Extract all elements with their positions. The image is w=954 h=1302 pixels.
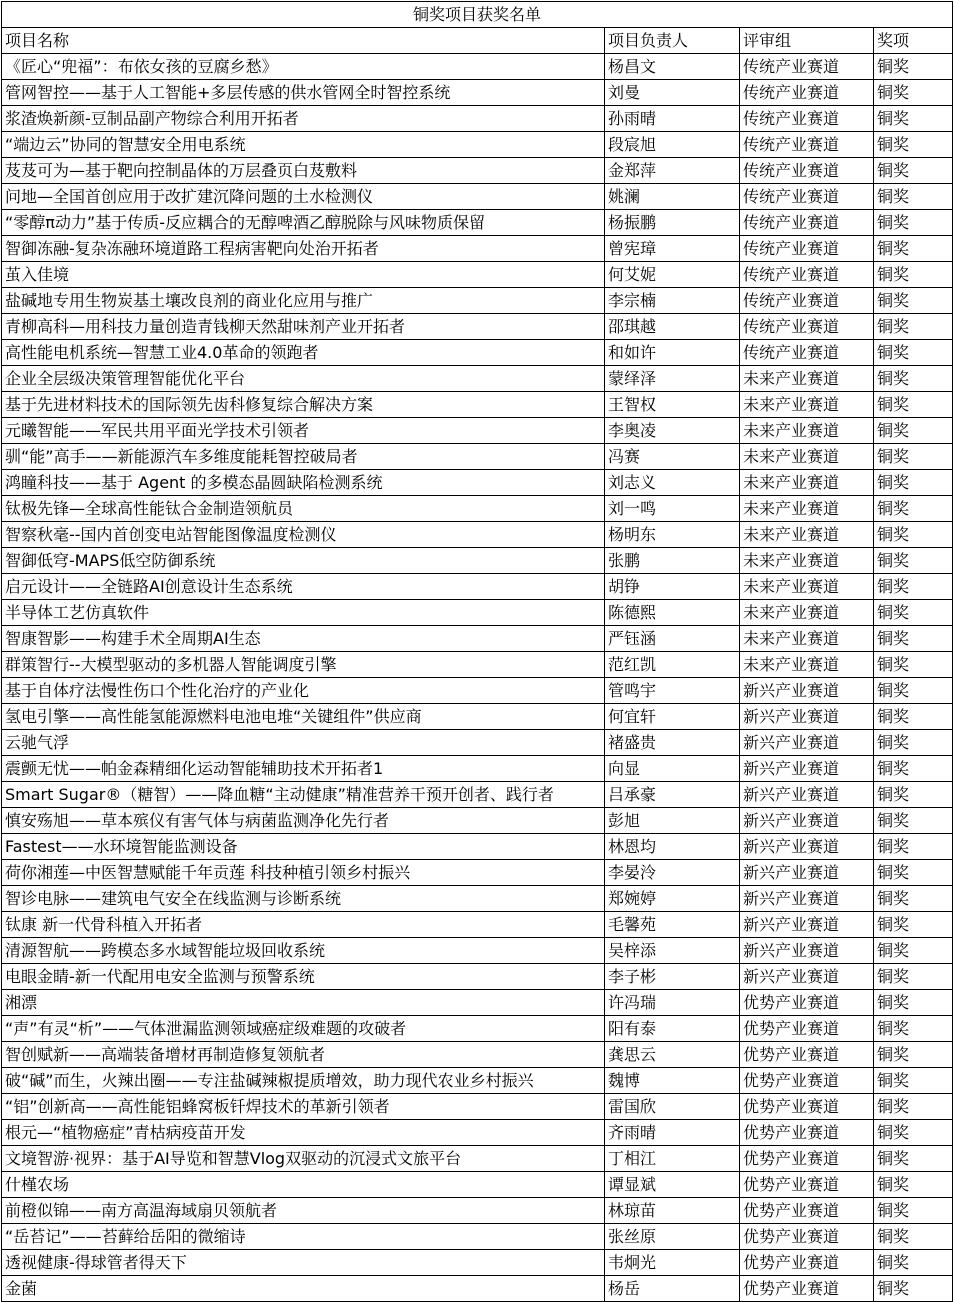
award-cell: 铜奖: [874, 444, 953, 470]
project-name-cell: 钛康 新一代骨科植入开拓者: [2, 912, 605, 938]
review-group-cell: 优势产业赛道: [740, 1146, 874, 1172]
table-row: [2, 1146, 953, 1172]
award-cell: 铜奖: [874, 210, 953, 236]
review-group-cell: 未来产业赛道: [740, 548, 874, 574]
project-name-cell: “零醇π动力”基于传质-反应耦合的无醇啤酒乙醇脱除与风味物质保留: [2, 210, 605, 236]
award-cell: 铜奖: [874, 158, 953, 184]
review-group-cell: 传统产业赛道: [740, 54, 874, 80]
award-cell: 铜奖: [874, 990, 953, 1016]
table-row: [2, 678, 953, 704]
table-row: [2, 54, 953, 80]
table-row: [2, 444, 953, 470]
review-group-cell: 优势产业赛道: [740, 990, 874, 1016]
review-group-cell: 传统产业赛道: [740, 262, 874, 288]
project-name-cell: 文境智游·视界：基于AI导览和智慧Vlog双驱动的沉浸式文旅平台: [2, 1146, 605, 1172]
leader-cell: 向显: [605, 756, 740, 782]
award-cell: 铜奖: [874, 80, 953, 106]
award-cell: 铜奖: [874, 1198, 953, 1224]
award-cell: 铜奖: [874, 808, 953, 834]
table-row: [2, 756, 953, 782]
header-row: [2, 28, 953, 54]
table-row: [2, 990, 953, 1016]
table-row: [2, 1094, 953, 1120]
project-name-cell: 前橙似锦——南方高温海域扇贝领航者: [2, 1198, 605, 1224]
leader-cell: 林恩均: [605, 834, 740, 860]
leader-cell: 杨振鹏: [605, 210, 740, 236]
table-row: [2, 548, 953, 574]
review-group-cell: 未来产业赛道: [740, 366, 874, 392]
project-name-cell: 清源智航——跨模态多水域智能垃圾回收系统: [2, 938, 605, 964]
leader-cell: 段宸旭: [605, 132, 740, 158]
award-cell: 铜奖: [874, 860, 953, 886]
leader-cell: 郑婉婷: [605, 886, 740, 912]
review-group-cell: 新兴产业赛道: [740, 808, 874, 834]
leader-cell: 杨岳: [605, 1276, 740, 1302]
review-group-cell: 新兴产业赛道: [740, 964, 874, 990]
award-cell: 铜奖: [874, 834, 953, 860]
project-name-cell: 透视健康-得球管者得天下: [2, 1250, 605, 1276]
project-name-cell: 启元设计——全链路AI创意设计生态系统: [2, 574, 605, 600]
leader-cell: 何艾妮: [605, 262, 740, 288]
review-group-cell: 新兴产业赛道: [740, 834, 874, 860]
leader-cell: 胡铮: [605, 574, 740, 600]
title-row: [2, 2, 953, 28]
table-row: [2, 600, 953, 626]
award-cell: 铜奖: [874, 392, 953, 418]
review-group-cell: 新兴产业赛道: [740, 886, 874, 912]
award-cell: 铜奖: [874, 652, 953, 678]
project-name-cell: 根元—“植物癌症”青枯病疫苗开发: [2, 1120, 605, 1146]
table-title: 铜奖项目获奖名单: [2, 2, 953, 28]
leader-cell: 韦炯光: [605, 1250, 740, 1276]
project-name-cell: 浆渣焕新颜-豆制品副产物综合利用开拓者: [2, 106, 605, 132]
award-cell: 铜奖: [874, 886, 953, 912]
review-group-cell: 优势产业赛道: [740, 1198, 874, 1224]
project-name-cell: Smart Sugar®（糖智）——降血糖“主动健康”精准营养干预开创者、践行者: [2, 782, 605, 808]
leader-cell: 齐雨晴: [605, 1120, 740, 1146]
table-row: [2, 808, 953, 834]
review-group-cell: 传统产业赛道: [740, 210, 874, 236]
table-row: [2, 964, 953, 990]
review-group-cell: 优势产业赛道: [740, 1172, 874, 1198]
leader-cell: 刘一鸣: [605, 496, 740, 522]
review-group-cell: 优势产业赛道: [740, 1094, 874, 1120]
leader-cell: 管鸣宇: [605, 678, 740, 704]
table-row: [2, 1224, 953, 1250]
leader-cell: 雷国欣: [605, 1094, 740, 1120]
project-name-cell: 智御冻融-复杂冻融环境道路工程病害靶向处治开拓者: [2, 236, 605, 262]
project-name-cell: 管网智控——基于人工智能+多层传感的供水管网全时智控系统: [2, 80, 605, 106]
project-name-cell: 盐碱地专用生物炭基土壤改良剂的商业化应用与推广: [2, 288, 605, 314]
project-name-cell: 《匠心“兜福”：布依女孩的豆腐乡愁》: [2, 54, 605, 80]
review-group-cell: 未来产业赛道: [740, 652, 874, 678]
review-group-cell: 新兴产业赛道: [740, 756, 874, 782]
leader-cell: 杨明东: [605, 522, 740, 548]
table-row: [2, 626, 953, 652]
review-group-cell: 传统产业赛道: [740, 158, 874, 184]
review-group-cell: 优势产业赛道: [740, 1042, 874, 1068]
table-row: [2, 106, 953, 132]
project-name-cell: 荷你湘莲—中医智慧赋能千年贡莲 科技种植引领乡村振兴: [2, 860, 605, 886]
leader-cell: 姚澜: [605, 184, 740, 210]
leader-cell: 范红凯: [605, 652, 740, 678]
table-row: [2, 834, 953, 860]
project-name-cell: 金菌: [2, 1276, 605, 1302]
review-group-cell: 优势产业赛道: [740, 1224, 874, 1250]
award-cell: 铜奖: [874, 366, 953, 392]
table-row: [2, 132, 953, 158]
header-award: 奖项: [874, 28, 953, 54]
project-name-cell: 问地—全国首创应用于改扩建沉降问题的土水检测仪: [2, 184, 605, 210]
award-cell: 铜奖: [874, 1224, 953, 1250]
leader-cell: 龚思云: [605, 1042, 740, 1068]
award-cell: 铜奖: [874, 1172, 953, 1198]
review-group-cell: 未来产业赛道: [740, 626, 874, 652]
review-group-cell: 未来产业赛道: [740, 600, 874, 626]
project-name-cell: 电眼金睛-新一代配用电安全监测与预警系统: [2, 964, 605, 990]
award-cell: 铜奖: [874, 522, 953, 548]
project-name-cell: 震颤无忧——帕金森精细化运动智能辅助技术开拓者1: [2, 756, 605, 782]
leader-cell: 褚盛贵: [605, 730, 740, 756]
project-name-cell: “端边云”协同的智慧安全用电系统: [2, 132, 605, 158]
project-name-cell: “岳苔记”——苔藓给岳阳的微缩诗: [2, 1224, 605, 1250]
award-cell: 铜奖: [874, 574, 953, 600]
review-group-cell: 未来产业赛道: [740, 574, 874, 600]
award-cell: 铜奖: [874, 106, 953, 132]
table-row: [2, 730, 953, 756]
review-group-cell: 新兴产业赛道: [740, 678, 874, 704]
review-group-cell: 优势产业赛道: [740, 1276, 874, 1302]
project-name-cell: 钛极先锋—全球高性能钛合金制造领航员: [2, 496, 605, 522]
table-row: [2, 1068, 953, 1094]
project-name-cell: 驯“能”高手——新能源汽车多维度能耗智控破局者: [2, 444, 605, 470]
award-cell: 铜奖: [874, 470, 953, 496]
header-leader: 项目负责人: [605, 28, 740, 54]
table-row: [2, 1120, 953, 1146]
table-row: [2, 496, 953, 522]
award-cell: 铜奖: [874, 184, 953, 210]
leader-cell: 毛馨苑: [605, 912, 740, 938]
leader-cell: 李晏泠: [605, 860, 740, 886]
leader-cell: 刘志义: [605, 470, 740, 496]
table-row: [2, 652, 953, 678]
leader-cell: 吴梓添: [605, 938, 740, 964]
table-row: [2, 1042, 953, 1068]
header-project-name: 项目名称: [2, 28, 605, 54]
table-row: [2, 184, 953, 210]
leader-cell: 李子彬: [605, 964, 740, 990]
leader-cell: 刘曼: [605, 80, 740, 106]
leader-cell: 彭旭: [605, 808, 740, 834]
review-group-cell: 优势产业赛道: [740, 1120, 874, 1146]
award-table: [1, 1, 953, 1302]
project-name-cell: “声”有灵“析”——气体泄漏监测领域癌症级难题的攻破者: [2, 1016, 605, 1042]
award-cell: 铜奖: [874, 678, 953, 704]
review-group-cell: 新兴产业赛道: [740, 730, 874, 756]
project-name-cell: 氢电引擎——高性能氢能源燃料电池电堆“关键组件”供应商: [2, 704, 605, 730]
table-row: [2, 418, 953, 444]
award-cell: 铜奖: [874, 1042, 953, 1068]
leader-cell: 林琼苗: [605, 1198, 740, 1224]
leader-cell: 邵琪越: [605, 314, 740, 340]
award-cell: 铜奖: [874, 418, 953, 444]
leader-cell: 谭显斌: [605, 1172, 740, 1198]
award-cell: 铜奖: [874, 756, 953, 782]
award-cell: 铜奖: [874, 1250, 953, 1276]
table-row: [2, 158, 953, 184]
table-row: [2, 1016, 953, 1042]
leader-cell: 王智权: [605, 392, 740, 418]
award-cell: 铜奖: [874, 938, 953, 964]
review-group-cell: 传统产业赛道: [740, 184, 874, 210]
award-cell: 铜奖: [874, 132, 953, 158]
review-group-cell: 传统产业赛道: [740, 340, 874, 366]
review-group-cell: 传统产业赛道: [740, 80, 874, 106]
project-name-cell: 智康智影——构建手术全周期AI生态: [2, 626, 605, 652]
award-list-sheet: [1, 1, 952, 1302]
project-name-cell: 茧入佳境: [2, 262, 605, 288]
award-cell: 铜奖: [874, 548, 953, 574]
award-cell: 铜奖: [874, 54, 953, 80]
table-row: [2, 314, 953, 340]
table-row: [2, 1250, 953, 1276]
project-name-cell: 智御低穹-MAPS低空防御系统: [2, 548, 605, 574]
leader-cell: 杨昌文: [605, 54, 740, 80]
project-name-cell: 慎安殇旭——草本殡仪有害气体与病菌监测净化先行者: [2, 808, 605, 834]
project-name-cell: 什槿农场: [2, 1172, 605, 1198]
header-review-group: 评审组: [740, 28, 874, 54]
leader-cell: 吕承豪: [605, 782, 740, 808]
award-cell: 铜奖: [874, 236, 953, 262]
review-group-cell: 传统产业赛道: [740, 236, 874, 262]
project-name-cell: 智诊电脉——建筑电气安全在线监测与诊断系统: [2, 886, 605, 912]
review-group-cell: 传统产业赛道: [740, 132, 874, 158]
leader-cell: 李奥凌: [605, 418, 740, 444]
review-group-cell: 未来产业赛道: [740, 470, 874, 496]
leader-cell: 陈德熙: [605, 600, 740, 626]
project-name-cell: 高性能电机系统—智慧工业4.0革命的领跑者: [2, 340, 605, 366]
award-cell: 铜奖: [874, 704, 953, 730]
award-cell: 铜奖: [874, 600, 953, 626]
leader-cell: 李宗楠: [605, 288, 740, 314]
project-name-cell: 鸿瞳科技——基于 Agent 的多模态晶圆缺陷检测系统: [2, 470, 605, 496]
award-cell: 铜奖: [874, 1120, 953, 1146]
award-cell: 铜奖: [874, 314, 953, 340]
project-name-cell: 芨芨可为—基于靶向控制晶体的万层叠页白芨敷料: [2, 158, 605, 184]
review-group-cell: 优势产业赛道: [740, 1016, 874, 1042]
leader-cell: 严钰涵: [605, 626, 740, 652]
leader-cell: 阳有泰: [605, 1016, 740, 1042]
table-row: [2, 938, 953, 964]
review-group-cell: 传统产业赛道: [740, 106, 874, 132]
table-row: [2, 288, 953, 314]
table-row: [2, 340, 953, 366]
review-group-cell: 新兴产业赛道: [740, 704, 874, 730]
table-row: [2, 392, 953, 418]
leader-cell: 孙雨晴: [605, 106, 740, 132]
review-group-cell: 新兴产业赛道: [740, 938, 874, 964]
table-row: [2, 1198, 953, 1224]
project-name-cell: 元曦智能——军民共用平面光学技术引领者: [2, 418, 605, 444]
leader-cell: 张丝原: [605, 1224, 740, 1250]
table-row: [2, 1276, 953, 1302]
project-name-cell: 湘漂: [2, 990, 605, 1016]
award-cell: 铜奖: [874, 626, 953, 652]
project-name-cell: 云驰气浮: [2, 730, 605, 756]
table-row: [2, 704, 953, 730]
award-cell: 铜奖: [874, 496, 953, 522]
award-cell: 铜奖: [874, 288, 953, 314]
project-name-cell: “铝”创新高——高性能铝蜂窝板钎焊技术的革新引领者: [2, 1094, 605, 1120]
award-cell: 铜奖: [874, 1016, 953, 1042]
review-group-cell: 未来产业赛道: [740, 496, 874, 522]
award-cell: 铜奖: [874, 964, 953, 990]
review-group-cell: 优势产业赛道: [740, 1068, 874, 1094]
award-cell: 铜奖: [874, 912, 953, 938]
leader-cell: 张鹏: [605, 548, 740, 574]
table-row: [2, 782, 953, 808]
leader-cell: 魏博: [605, 1068, 740, 1094]
table-row: [2, 522, 953, 548]
leader-cell: 蒙绎泽: [605, 366, 740, 392]
table-row: [2, 366, 953, 392]
review-group-cell: 新兴产业赛道: [740, 860, 874, 886]
review-group-cell: 传统产业赛道: [740, 288, 874, 314]
review-group-cell: 新兴产业赛道: [740, 782, 874, 808]
review-group-cell: 未来产业赛道: [740, 418, 874, 444]
review-group-cell: 传统产业赛道: [740, 314, 874, 340]
project-name-cell: 青柳高科—用科技力量创造青钱柳天然甜味剂产业开拓者: [2, 314, 605, 340]
project-name-cell: 破“碱”而生，火辣出圈——专注盐碱辣椒提质增效，助力现代农业乡村振兴: [2, 1068, 605, 1094]
project-name-cell: 群策智行--大模型驱动的多机器人智能调度引擎: [2, 652, 605, 678]
review-group-cell: 未来产业赛道: [740, 392, 874, 418]
project-name-cell: 基于自体疗法慢性伤口个性化治疗的产业化: [2, 678, 605, 704]
leader-cell: 曾宪璋: [605, 236, 740, 262]
table-row: [2, 912, 953, 938]
review-group-cell: 优势产业赛道: [740, 1250, 874, 1276]
table-row: [2, 80, 953, 106]
table-row: [2, 1172, 953, 1198]
award-cell: 铜奖: [874, 1146, 953, 1172]
review-group-cell: 未来产业赛道: [740, 444, 874, 470]
table-row: [2, 886, 953, 912]
award-cell: 铜奖: [874, 1276, 953, 1302]
project-name-cell: Fastest——水环境智能监测设备: [2, 834, 605, 860]
table-row: [2, 574, 953, 600]
leader-cell: 金郑萍: [605, 158, 740, 184]
project-name-cell: 半导体工艺仿真软件: [2, 600, 605, 626]
award-cell: 铜奖: [874, 730, 953, 756]
award-cell: 铜奖: [874, 1094, 953, 1120]
project-name-cell: 基于先进材料技术的国际领先齿科修复综合解决方案: [2, 392, 605, 418]
award-cell: 铜奖: [874, 262, 953, 288]
table-row: [2, 236, 953, 262]
project-name-cell: 企业全层级决策管理智能优化平台: [2, 366, 605, 392]
review-group-cell: 未来产业赛道: [740, 522, 874, 548]
award-cell: 铜奖: [874, 1068, 953, 1094]
award-cell: 铜奖: [874, 782, 953, 808]
table-row: [2, 860, 953, 886]
leader-cell: 冯赛: [605, 444, 740, 470]
table-row: [2, 210, 953, 236]
review-group-cell: 新兴产业赛道: [740, 912, 874, 938]
leader-cell: 丁相江: [605, 1146, 740, 1172]
table-row: [2, 470, 953, 496]
project-name-cell: 智察秋毫--国内首创变电站智能图像温度检测仪: [2, 522, 605, 548]
table-row: [2, 262, 953, 288]
award-cell: 铜奖: [874, 340, 953, 366]
leader-cell: 许冯瑞: [605, 990, 740, 1016]
project-name-cell: 智创赋新——高端装备增材再制造修复领航者: [2, 1042, 605, 1068]
leader-cell: 何宜轩: [605, 704, 740, 730]
leader-cell: 和如许: [605, 340, 740, 366]
